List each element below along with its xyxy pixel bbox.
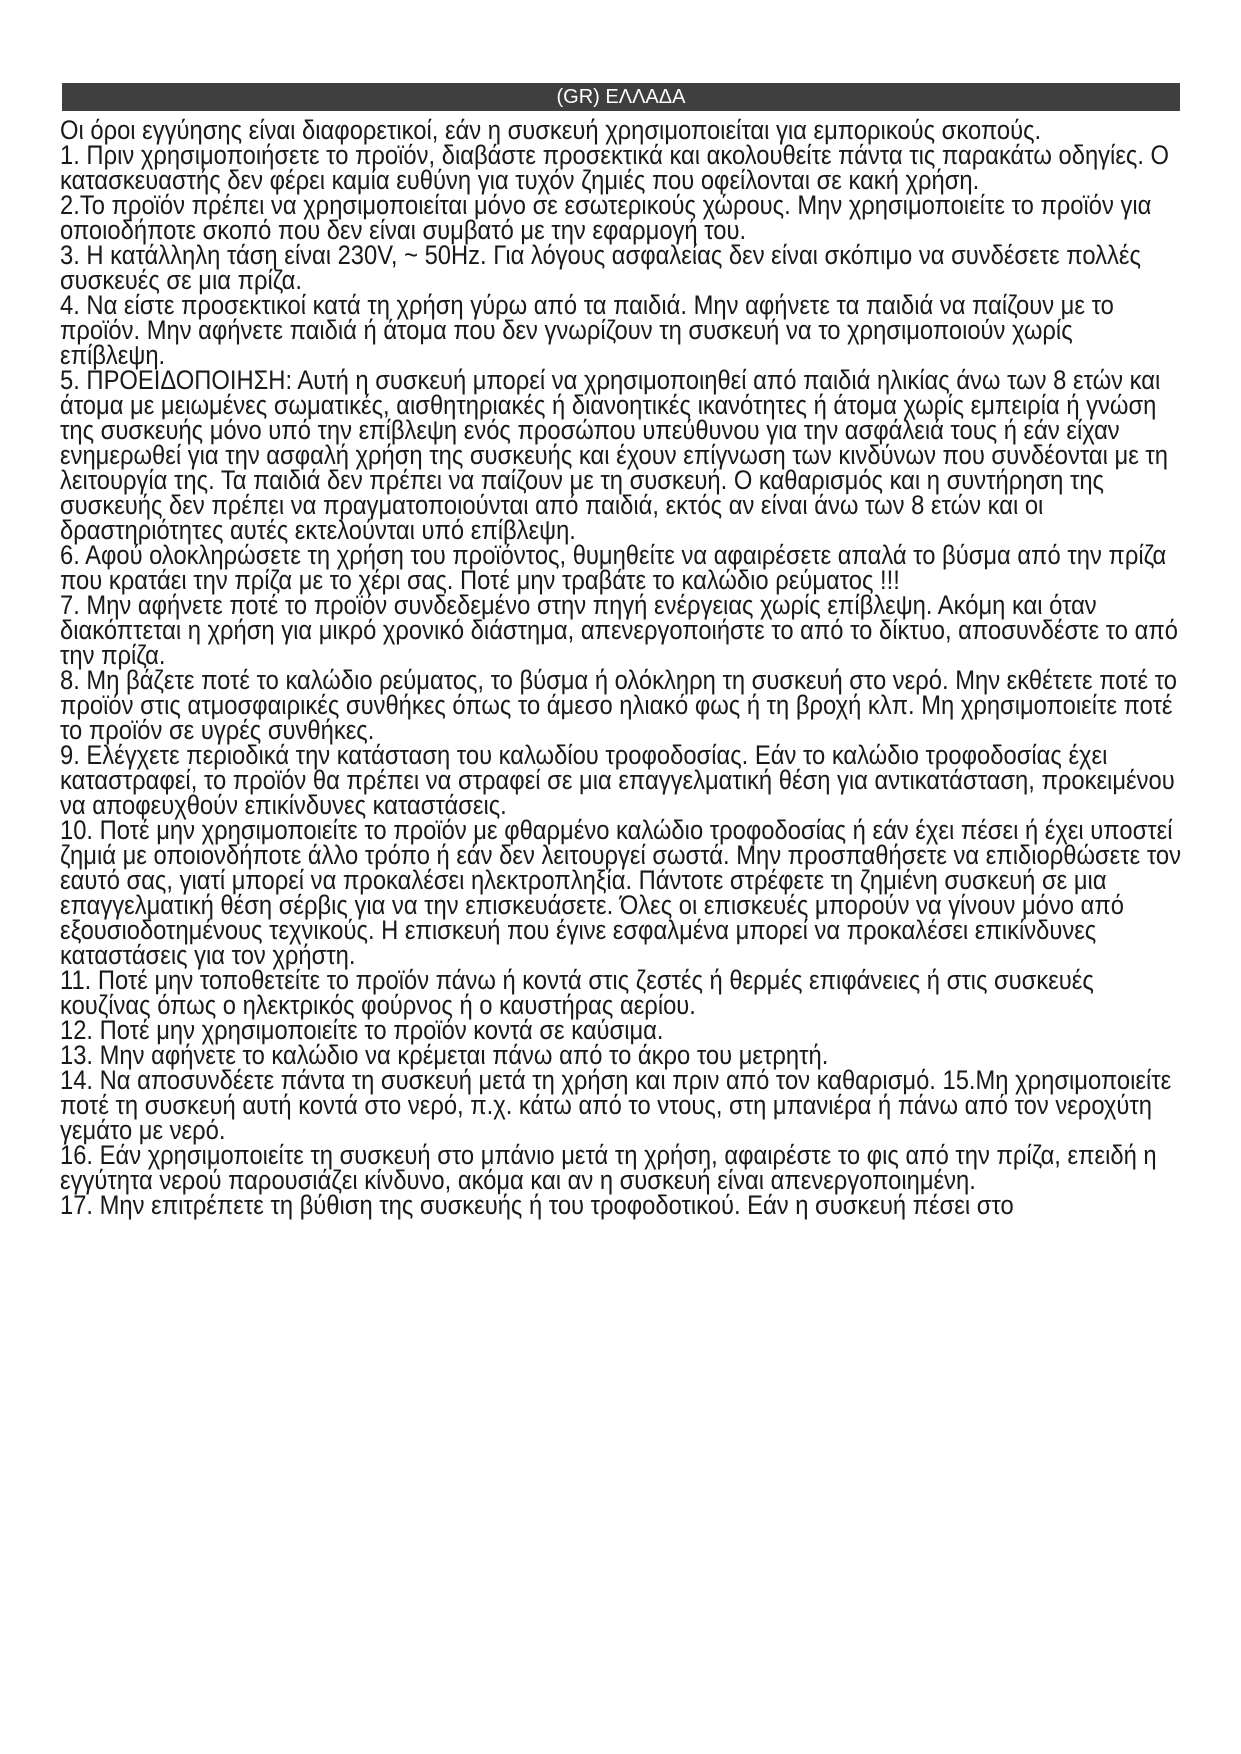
paragraph-6: 6. Αφού ολοκληρώσετε τη χρήση του προϊόντος, θυμηθείτε να αφαιρέσετε απαλά το βύσμα από την πρίζα που κρατάει την πρίζα με το χέρι σας. Ποτέ μην τραβάτε το καλώδιο ρεύματος !!! xyxy=(60,540,1167,595)
paragraph-intro: Οι όροι εγγύησης είναι διαφορετικοί, εάν η συσκευή χρησιμοποιείται για εμπορικούς σκοπούς. xyxy=(60,115,1042,145)
paragraph-4: 4. Να είστε προσεκτικοί κατά τη χρήση γύρω από τα παιδιά. Μην αφήνετε τα παιδιά να παίζουν με το προϊόν. Μην αφήνετε παιδιά ή άτομα που δεν γνωρίζουν τη συσκευή να το χρησιμοποιούν χωρίς επίβλεψη. xyxy=(60,290,1114,370)
paragraph-9: 9. Ελέγχετε περιοδικά την κατάσταση του καλωδίου τροφοδοσίας. Εάν το καλώδιο τροφοδοσίας έχει καταστραφεί, το προϊόν θα πρέπει να στραφεί σε μια επαγγελματική θέση για αντικατάσταση, προκειμένου να αποφευχθούν επικίνδυνες καταστάσεις. xyxy=(60,740,1175,820)
paragraph-10: 10. Ποτέ μην χρησιμοποιείτε το προϊόν με φθαρμένο καλώδιο τροφοδοσίας ή εάν έχει πέσει ή έχει υποστεί ζημιά με οποιονδήποτε άλλο τρόπο ή εάν δεν λειτουργεί σωστά. Μην προσπαθήσετε να επιδιορθώσετε τον εαυτό σας, γιατί μπορεί να προκαλέσει ηλεκτροπληξία. Πάντοτε στρέφετε τη ζημιένη συσκευή σε μια επαγγελματική θέση σέρβις για να την επισκευάσετε. Όλες οι επισκευές μπορούν να γίνουν μόνο από εξουσιοδοτημένους τεχνικούς. Η επισκευή που έγινε εσφαλμένα μπορεί να προκαλέσει επικίνδυνες καταστάσεις για τον χρήστη. xyxy=(60,815,1181,970)
paragraph-17: 17. Μην επιτρέπετε τη βύθιση της συσκευής ή του τροφοδοτικού. Εάν η συσκευή πέσει στο xyxy=(60,1190,1014,1220)
paragraph-13: 13. Μην αφήνετε το καλώδιο να κρέμεται πάνω από το άκρο του μετρητή. xyxy=(60,1040,829,1070)
paragraph-12: 12. Ποτέ μην χρησιμοποιείτε το προϊόν κοντά σε καύσιμα. xyxy=(60,1015,664,1045)
language-header-bar: (GR) ΕΛΛΑΔΑ xyxy=(62,83,1180,111)
paragraph-16: 16. Εάν χρησιμοποιείτε τη συσκευή στο μπάνιο μετά τη χρήση, αφαιρέστε το φις από την πρίζα, επειδή η εγγύτητα νερού παρουσιάζει κίνδυνο, ακόμα και αν η συσκευή είναι απενεργοποιημένη. xyxy=(60,1140,1157,1195)
paragraph-1: 1. Πριν χρησιμοποιήσετε το προϊόν, διαβάστε προσεκτικά και ακολουθείτε πάντα τις παρακάτω οδηγίες. Ο κατασκευαστής δεν φέρει καμία ευθύνη για τυχόν ζημιές που οφείλονται σε κακή χρήση. xyxy=(60,140,1170,195)
paragraph-7: 7. Μην αφήνετε ποτέ το προϊόν συνδεδεμένο στην πηγή ενέργειας χωρίς επίβλεψη. Ακόμη και όταν διακόπτεται η χρήση για μικρό χρονικό διάστημα, απενεργοποιήστε το από το δίκτυο, αποσυνδέστε το από την πρίζα. xyxy=(60,590,1178,670)
paragraph-8: 8. Μη βάζετε ποτέ το καλώδιο ρεύματος, το βύσμα ή ολόκληρη τη συσκευή στο νερό. Μην εκθέτετε ποτέ το προϊόν στις ατμοσφαιρικές συνθήκες όπως το άμεσο ηλιακό φως ή τη βροχή κλπ. Μη χρησιμοποιείτε ποτέ το προϊόν σε υγρές συνθήκες. xyxy=(60,665,1178,745)
paragraph-5: 5. ΠΡΟΕΙΔΟΠΟΙΗΣΗ: Αυτή η συσκευή μπορεί να χρησιμοποιηθεί από παιδιά ηλικίας άνω των 8 ετών και άτομα με μειωμένες σωματικές, αισθητηριακές ή διανοητικές ικανότητες ή άτομα χωρίς εμπειρία ή γνώση της συσκευής μόνο υπό την επίβλεψη ενός προσώπου υπεύθυνου για την ασφάλειά τους ή εάν είχαν ενημερωθεί για την ασφαλή χρήση της συσκευής και έχουν επίγνωση των κινδύνων που συνδέονται με τη λειτουργία της. Τα παιδιά δεν πρέπει να παίζουν με τη συσκευή. Ο καθαρισμός και η συντήρηση της συσκευής δεν πρέπει να πραγματοποιούνται από παιδιά, εκτός αν είναι άνω των 8 ετών και οι δραστηριότητες αυτές εκτελούνται υπό επίβλεψη. xyxy=(60,365,1169,545)
paragraph-3: 3. Η κατάλληλη τάση είναι 230V, ~ 50Hz. Για λόγους ασφαλείας δεν είναι σκόπιμο να συνδέσετε πολλές συσκευές σε μια πρίζα. xyxy=(60,240,1141,295)
paragraph-2: 2.Το προϊόν πρέπει να χρησιμοποιείται μόνο σε εσωτερικούς χώρους. Μην χρησιμοποιείτε το προϊόν για οποιοδήποτε σκοπό που δεν είναι συμβατό με την εφαρμογή του. xyxy=(60,190,1152,245)
safety-instructions-text xyxy=(60,115,1181,1220)
paragraph-14-15: 14. Να αποσυνδέετε πάντα τη συσκευή μετά τη χρήση και πριν από τον καθαρισμό. 15.Μη χρησιμοποιείτε ποτέ τη συσκευή αυτή κοντά στο νερό, π.χ. κάτω από το ντους, στη μπανιέρα ή πάνω από τον νεροχύτη γεμάτο με νερό. xyxy=(60,1065,1172,1145)
paragraph-11: 11. Ποτέ μην τοποθετείτε το προϊόν πάνω ή κοντά στις ζεστές ή θερμές επιφάνειες ή στις συσκευές κουζίνας όπως ο ηλεκτρικός φούρνος ή ο καυστήρας αερίου. xyxy=(60,965,1094,1020)
